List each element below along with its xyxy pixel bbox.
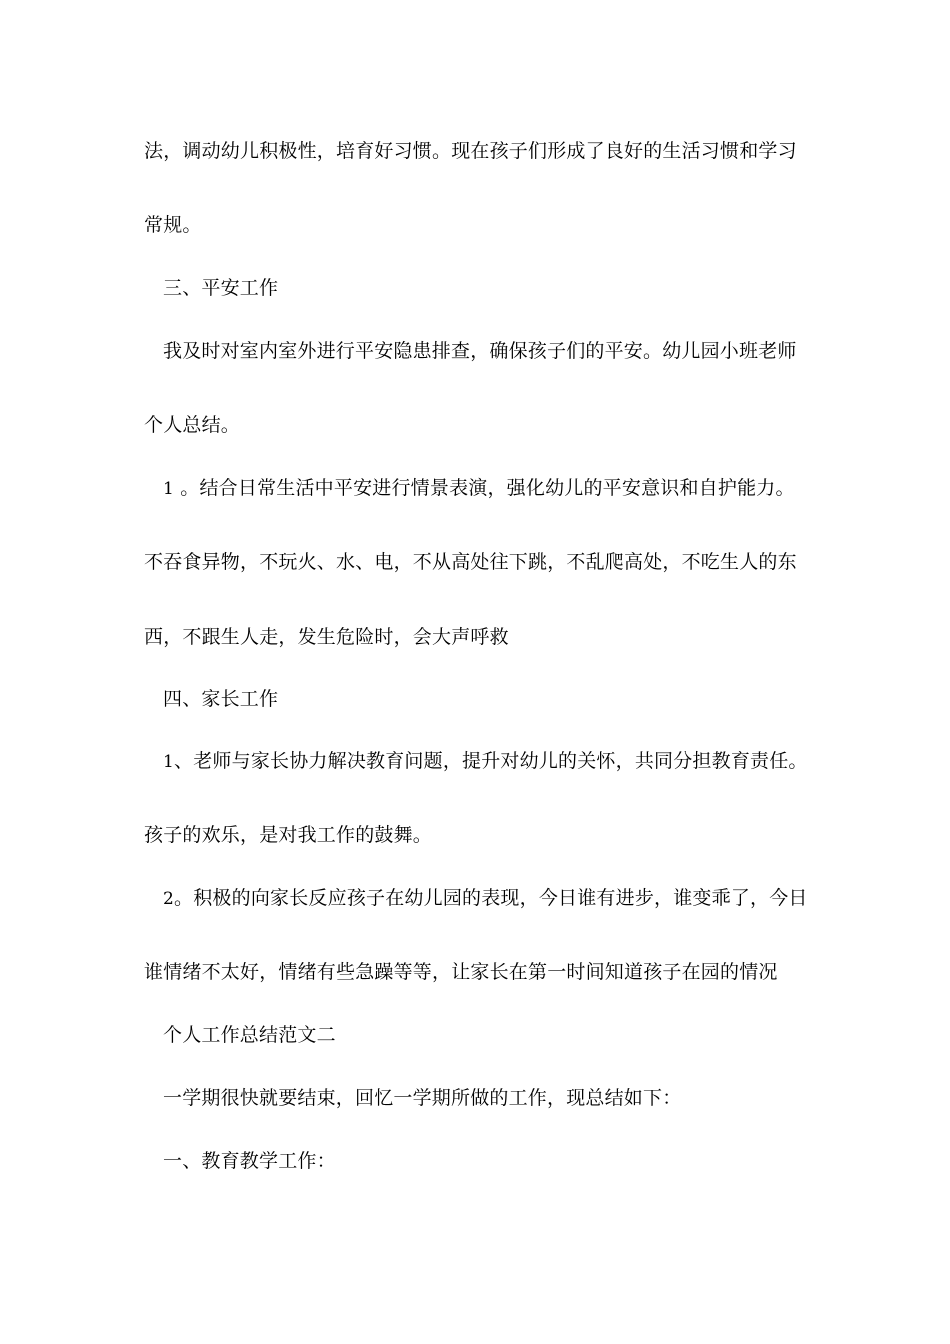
paragraph-line: 孩子的欢乐，是对我工作的鼓舞。 [144, 824, 433, 846]
list-item [163, 749, 808, 774]
list-number: 2 [163, 889, 175, 909]
section-heading: 一、教育教学工作： [163, 1150, 336, 1172]
section-heading: 三、平安工作 [163, 277, 279, 299]
paragraph-line: 个人总结。 [144, 414, 241, 436]
list-item-text: 、老师与家长协力解决教育问题，提升对幼儿的关怀，共同分担教育责任。 [174, 750, 808, 772]
paragraph-line: 西，不跟生人走，发生危险时，会大声呼救 [144, 626, 509, 648]
section-heading: 个人工作总结范文二 [163, 1024, 336, 1046]
list-item [163, 886, 808, 911]
paragraph-line: 法，调动幼儿积极性，培育好习惯。现在孩子们形成了良好的生活习惯和学习 [144, 140, 797, 162]
list-item [163, 476, 795, 501]
paragraph-line: 不吞食异物，不玩火、水、电，不从高处往下跳，不乱爬高处，不吃生人的东 [144, 551, 797, 573]
list-item-text: 。结合日常生活中平安进行情景表演，强化幼儿的平安意识和自护能力。 [180, 477, 795, 499]
list-number: 1 [163, 479, 175, 499]
paragraph-line: 常规。 [144, 214, 202, 236]
paragraph-line: 谁情绪不太好，情绪有些急躁等等，让家长在第一时间知道孩子在园的情况 [144, 961, 778, 983]
section-heading: 四、家长工作 [163, 688, 279, 710]
paragraph-line: 我及时对室内室外进行平安隐患排查，确保孩子们的平安。幼儿园小班老师 [163, 340, 797, 362]
paragraph-line: 一学期很快就要结束，回忆一学期所做的工作，现总结如下： [163, 1087, 682, 1109]
list-item-text: 。积极的向家长反应孩子在幼儿园的表现，今日谁有进步，谁变乖了，今日 [174, 887, 808, 909]
list-number: 1 [163, 752, 175, 772]
